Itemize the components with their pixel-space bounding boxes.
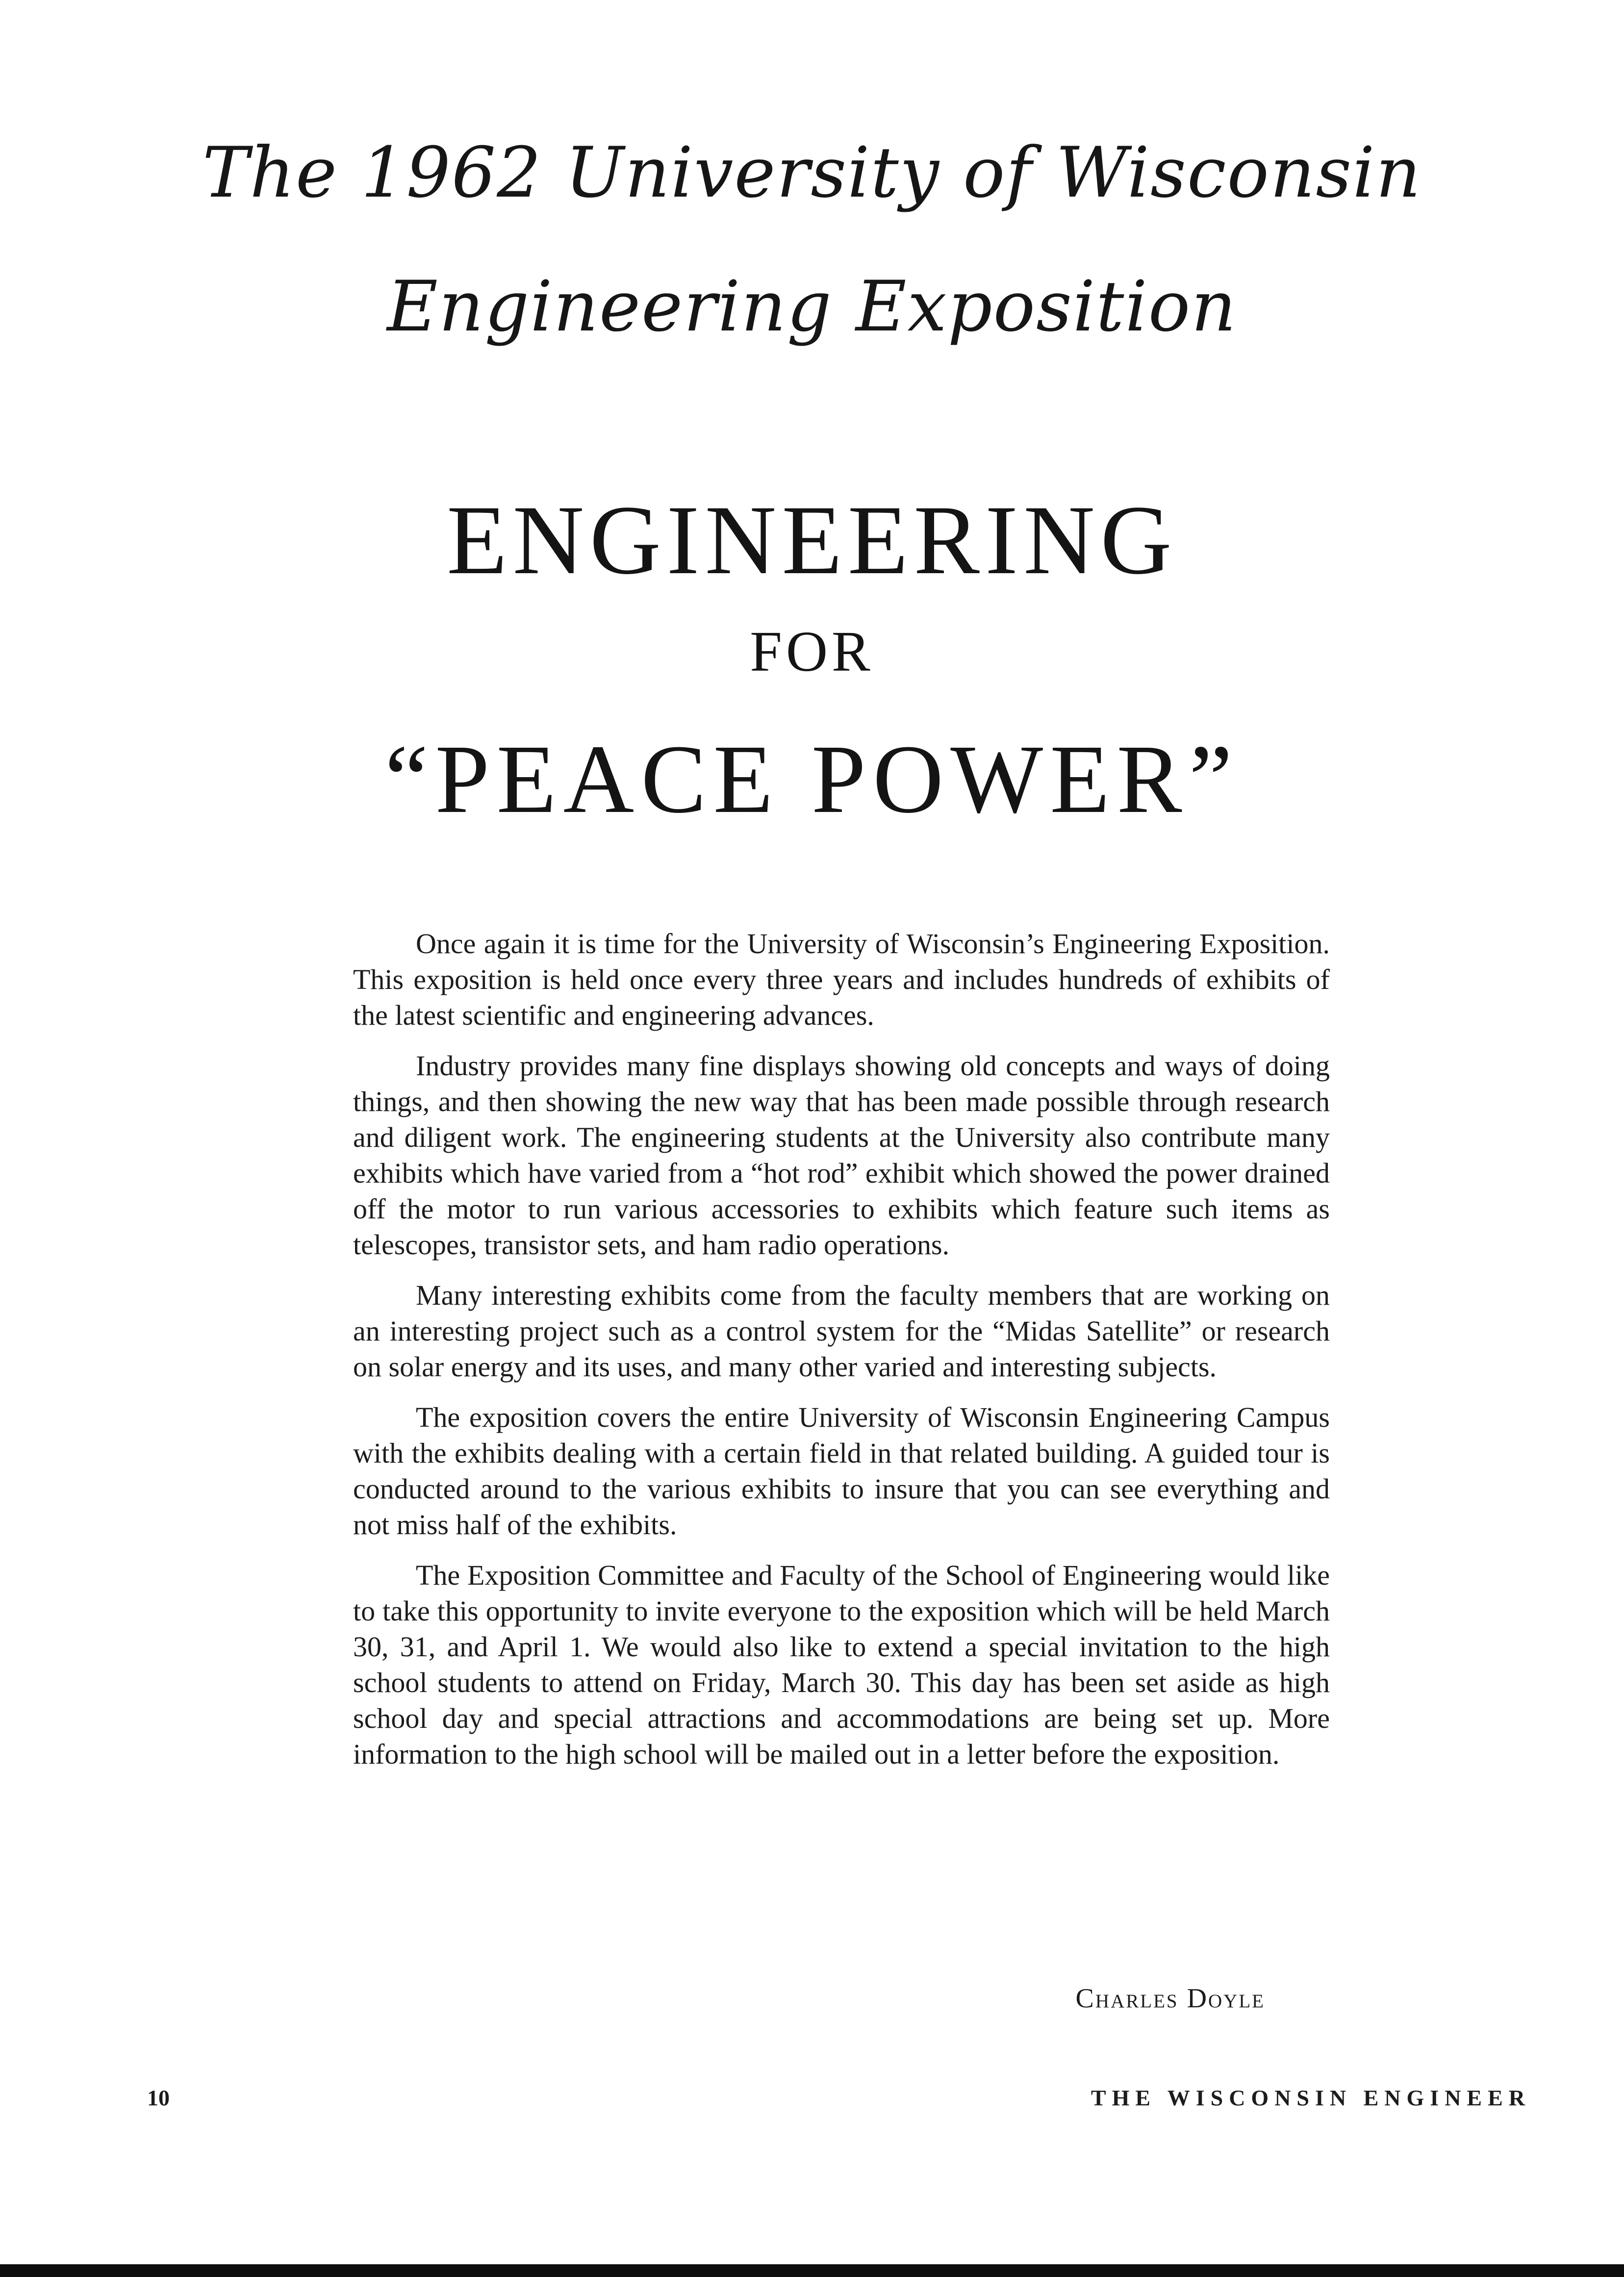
headline-for: FOR bbox=[750, 619, 874, 683]
author-signature: Charles Doyle bbox=[1075, 1983, 1265, 2014]
page-bottom-border bbox=[0, 2264, 1624, 2277]
article-paragraph-4: The exposition covers the entire University of Wisconsin Engineering Campus with the exhibits dealing with a certain field in that related building. A guided tour is conducted around to the various exhibits to insure that you can see everything and not miss half of the exhibits. bbox=[353, 1401, 1330, 1541]
article-paragraph-3: Many interesting exhibits come from the faculty members that are working on an interesting project such as a control system for the “Midas Satellite” or research on solar energy and its uses, and many other varied and interesting subjects. bbox=[353, 1279, 1330, 1383]
script-title-line-2: Engineering Exposition bbox=[387, 266, 1237, 347]
article-paragraph-1: Once again it is time for the University of Wisconsin’s Engineering Exposition. This exposition is held once every three years and includes hundreds of exhibits of the latest scientific and engineering advances. bbox=[353, 928, 1330, 1031]
article-body bbox=[353, 926, 1330, 1787]
page-number: 10 bbox=[147, 2085, 170, 2110]
headline-engineering: ENGINEERING bbox=[447, 485, 1177, 595]
publication-name: THE WISCONSIN ENGINEER bbox=[1091, 2085, 1531, 2110]
article-paragraph-5: The Exposition Committee and Faculty of the School of Engineering would like to take this opportunity to invite everyone to the exposition which will be held March 30, 31, and April 1. We would also like to extend a special invitation to the high school students to attend on Friday, March 30. This day has been set aside as high school day and special attractions and accommodations are being set up. More information to the high school will be mailed out in a letter before the exposition. bbox=[353, 1559, 1330, 1770]
headline-peace-power: “PEACE POWER” bbox=[384, 725, 1240, 834]
article-paragraph-2: Industry provides many fine displays showing old concepts and ways of doing things, and then showing the new way that has been made possible through research and diligent work. The engineering students at the University also contribute many exhibits which have varied from a “hot rod” exhibit which showed the power drained off the motor to run various accessories to exhibits which feature such items as telescopes, transistor sets, and ham radio operations. bbox=[353, 1050, 1330, 1261]
script-title-line-1: The 1962 University of Wisconsin bbox=[202, 132, 1422, 213]
